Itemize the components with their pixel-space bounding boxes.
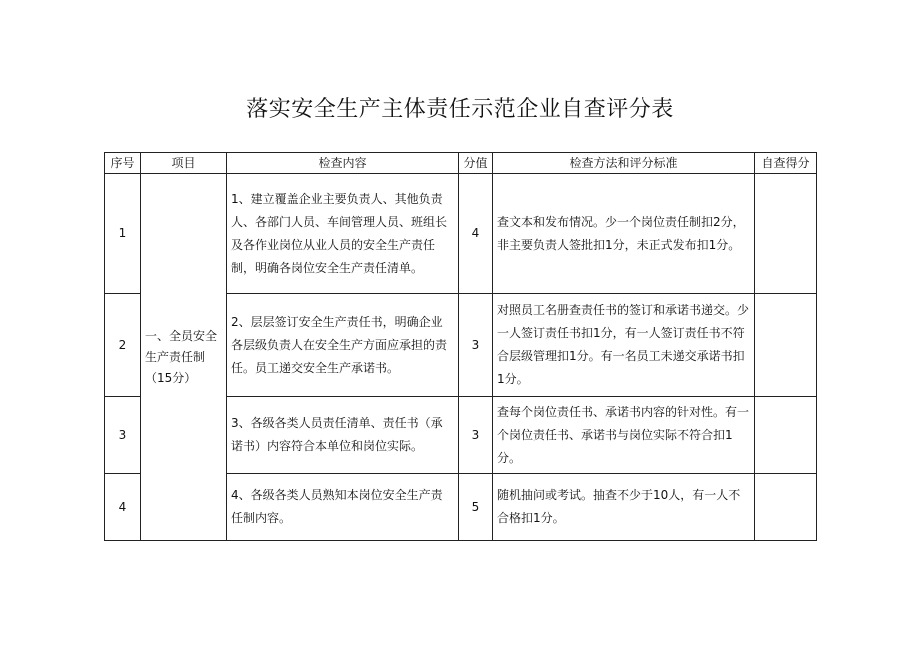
row-content: 1、建立覆盖企业主要负责人、其他负责人、各部门人员、车间管理人员、班组长及各作业岗位从业人员的安全生产责任制，明确各岗位安全生产责任清单。	[227, 174, 459, 294]
header-score: 分值	[459, 153, 493, 174]
row-number: 3	[105, 397, 141, 474]
header-method: 检查方法和评分标准	[493, 153, 755, 174]
row-content: 2、层层签订安全生产责任书，明确企业各层级负责人在安全生产方面应承担的责任。员工递交安全生产承诺书。	[227, 294, 459, 397]
row-number: 2	[105, 294, 141, 397]
row-method: 随机抽问或考试。抽查不少于10人，有一人不合格扣1分。	[493, 474, 755, 541]
row-method: 查每个岗位责任书、承诺书内容的针对性。有一个岗位责任书、承诺书与岗位实际不符合扣1分。	[493, 397, 755, 474]
row-self-score[interactable]	[755, 294, 817, 397]
row-score: 3	[459, 294, 493, 397]
row-self-score[interactable]	[755, 397, 817, 474]
row-number: 4	[105, 474, 141, 541]
header-self-score: 自查得分	[755, 153, 817, 174]
row-number: 1	[105, 174, 141, 294]
row-score: 4	[459, 174, 493, 294]
header-num: 序号	[105, 153, 141, 174]
score-table	[104, 152, 817, 541]
row-method: 查文本和发布情况。少一个岗位责任制扣2分，非主要负责人签批扣1分，未正式发布扣1分。	[493, 174, 755, 294]
row-content: 3、各级各类人员责任清单、责任书（承诺书）内容符合本单位和岗位实际。	[227, 397, 459, 474]
row-score: 5	[459, 474, 493, 541]
header-row	[105, 153, 817, 174]
row-content: 4、各级各类人员熟知本岗位安全生产责任制内容。	[227, 474, 459, 541]
row-self-score[interactable]	[755, 474, 817, 541]
row-method: 对照员工名册查责任书的签订和承诺书递交。少一人签订责任书扣1分，有一人签订责任书不符合层级管理扣1分。有一名员工未递交承诺书扣1分。	[493, 294, 755, 397]
table-row	[105, 174, 817, 294]
header-content: 检查内容	[227, 153, 459, 174]
header-item: 项目	[141, 153, 227, 174]
row-score: 3	[459, 397, 493, 474]
row-self-score[interactable]	[755, 174, 817, 294]
group-item: 一、全员安全生产责任制（15分）	[141, 174, 227, 541]
page-title: 落实安全生产主体责任示范企业自查评分表	[246, 97, 674, 122]
